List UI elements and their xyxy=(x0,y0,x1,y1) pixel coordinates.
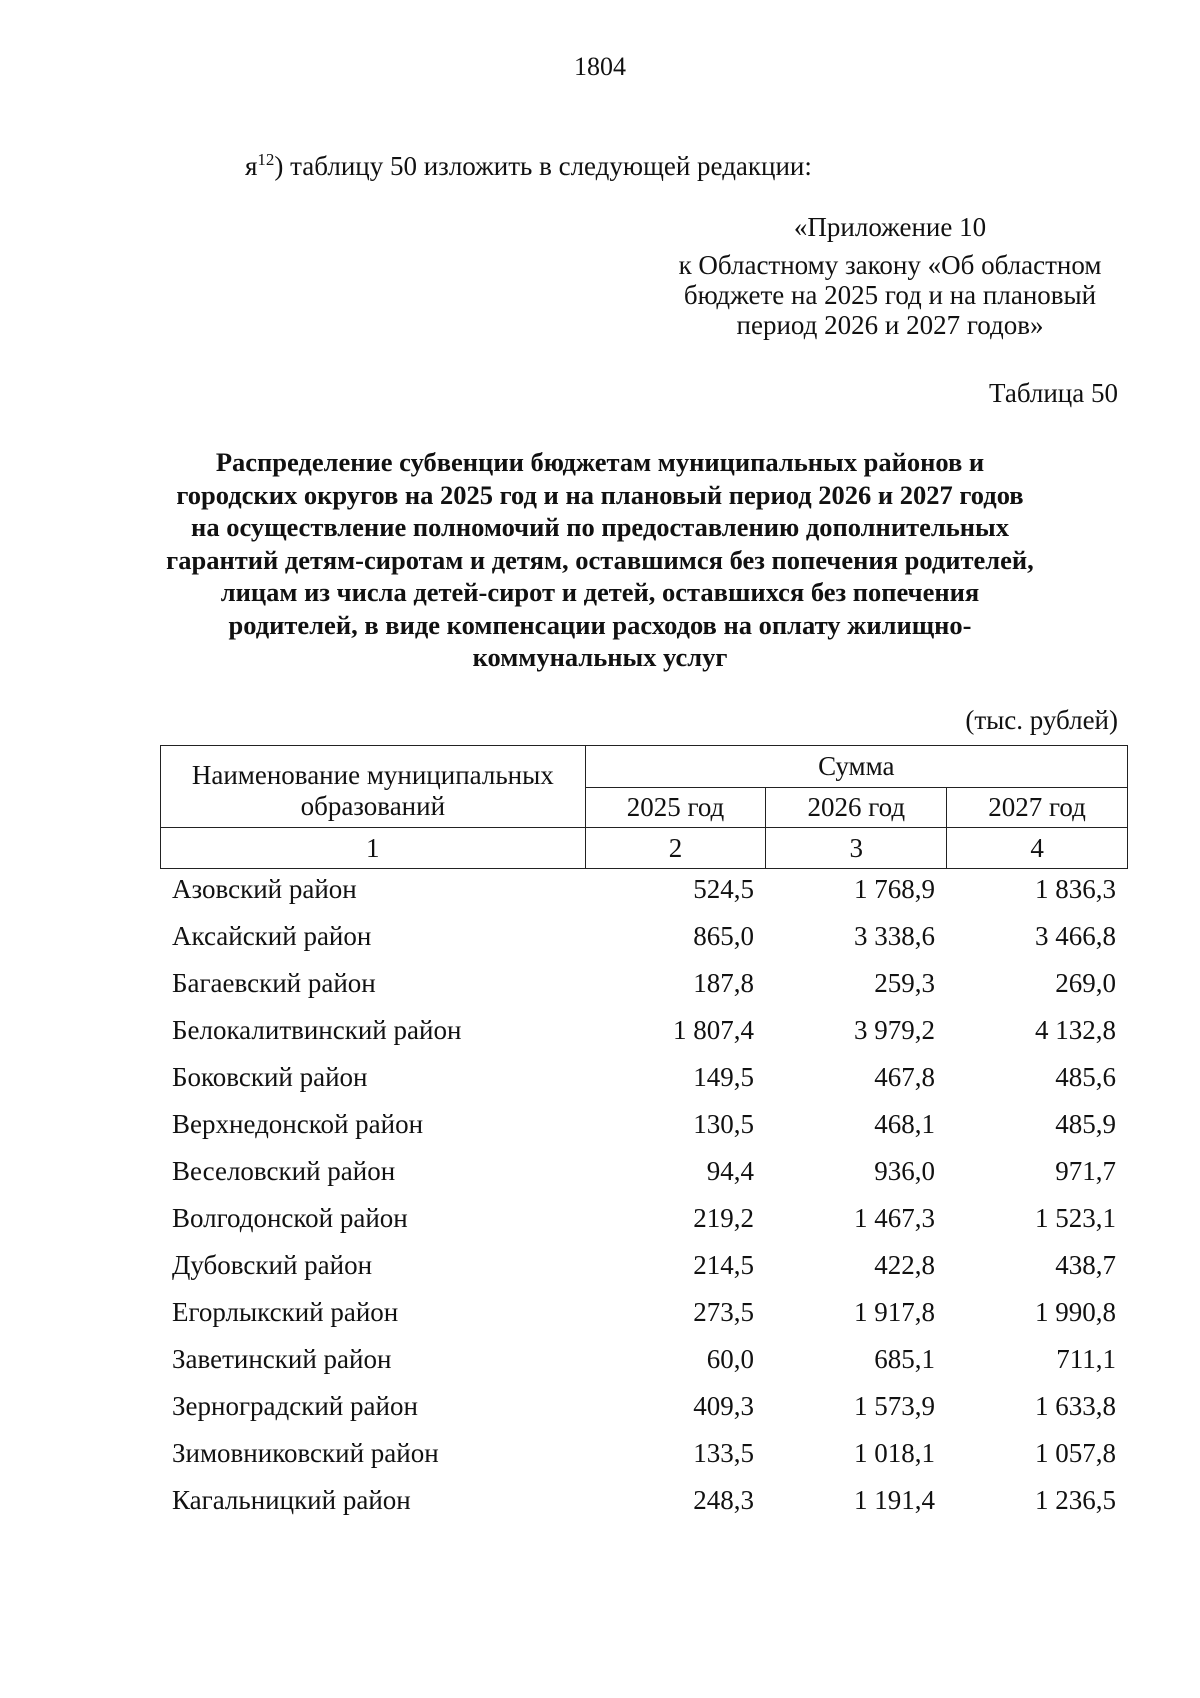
municipality-name: Егорлыкский район xyxy=(172,1297,399,1327)
municipality-name: Белокалитвинский район xyxy=(172,1015,462,1045)
municipality-name: Заветинский район xyxy=(172,1344,392,1374)
title-line: лицам из числа детей-сирот и детей, оставшихся без попечения xyxy=(220,577,980,607)
column-number: 4 xyxy=(947,828,1128,869)
value-2026: 1 573,9 xyxy=(854,1391,935,1421)
value-2025: 130,5 xyxy=(693,1109,754,1139)
value-2026: 1 191,4 xyxy=(854,1485,935,1515)
municipality-name: Зимовниковский район xyxy=(172,1438,439,1468)
page-number: 1804 xyxy=(574,52,626,81)
value-2027: 485,6 xyxy=(1055,1062,1116,1092)
title-line: гарантий детям-сиротам и детям, оставшимся без попечения родителей, xyxy=(166,544,1034,575)
municipality-name: Азовский район xyxy=(172,874,357,904)
appendix-block xyxy=(640,212,1140,340)
value-2026: 422,8 xyxy=(874,1250,935,1280)
table-row xyxy=(160,1297,1128,1344)
table-header xyxy=(160,745,1128,869)
column-number: 2 xyxy=(585,828,766,869)
appendix-title: «Приложение 10 xyxy=(793,212,987,242)
value-2027: 438,7 xyxy=(1055,1250,1116,1280)
value-2026: 685,1 xyxy=(874,1344,935,1374)
year-header-2025: 2025 год xyxy=(585,788,766,828)
table-row xyxy=(160,1344,1128,1391)
value-2026: 3 979,2 xyxy=(854,1015,935,1045)
municipality-name: Боковский район xyxy=(172,1062,368,1092)
municipality-name: Багаевский район xyxy=(172,968,376,998)
sum-header: Сумма xyxy=(585,746,1127,788)
appendix-line: к Областному закону «Об областном xyxy=(678,250,1102,280)
value-2026: 259,3 xyxy=(874,968,935,998)
value-2026: 468,1 xyxy=(874,1109,935,1139)
value-2025: 248,3 xyxy=(693,1485,754,1515)
value-2027: 1 836,3 xyxy=(1035,874,1116,904)
column-number: 1 xyxy=(161,828,586,869)
table-row xyxy=(160,1485,1128,1532)
document-title xyxy=(130,446,1070,674)
value-2027: 1 523,1 xyxy=(1035,1203,1116,1233)
value-2026: 1 768,9 xyxy=(854,874,935,904)
value-2027: 485,9 xyxy=(1055,1109,1116,1139)
value-2025: 133,5 xyxy=(693,1438,754,1468)
value-2027: 971,7 xyxy=(1055,1156,1116,1186)
table-row xyxy=(160,1062,1128,1109)
municipality-name: Зерноградский район xyxy=(172,1391,418,1421)
value-2025: 1 807,4 xyxy=(673,1015,754,1045)
title-line: родителей, в виде компенсации расходов на оплату жилищно- xyxy=(228,609,972,640)
value-2025: 214,5 xyxy=(693,1250,754,1280)
name-column-header xyxy=(161,746,586,828)
value-2026: 1 917,8 xyxy=(854,1297,935,1327)
title-line: коммунальных услуг xyxy=(472,642,728,672)
value-2026: 1 467,3 xyxy=(854,1203,935,1233)
year-header-2027: 2027 год xyxy=(947,788,1128,828)
title-line: Распределение субвенции бюджетам муниципальных районов и xyxy=(215,447,985,477)
value-2026: 3 338,6 xyxy=(854,921,935,951)
title-line: городских округов на 2025 год и на плановый период 2026 и 2027 годов xyxy=(176,479,1024,510)
table-row xyxy=(160,1156,1128,1203)
value-2025: 273,5 xyxy=(693,1297,754,1327)
table-row xyxy=(160,1250,1128,1297)
value-2027: 4 132,8 xyxy=(1035,1015,1116,1045)
municipality-name: Кагальницкий район xyxy=(172,1485,411,1515)
value-2027: 711,1 xyxy=(1056,1344,1116,1374)
value-2027: 1 057,8 xyxy=(1035,1438,1116,1468)
table-row xyxy=(160,874,1128,921)
table-row xyxy=(160,1391,1128,1438)
value-2027: 269,0 xyxy=(1055,968,1116,998)
intro-prefix: я xyxy=(245,151,258,181)
appendix-line: период 2026 и 2027 годов» xyxy=(736,310,1044,340)
value-2027: 3 466,8 xyxy=(1035,921,1116,951)
value-2025: 60,0 xyxy=(706,1344,754,1374)
name-header-line: Наименование муниципальных xyxy=(191,760,554,790)
table-row xyxy=(160,1015,1128,1062)
value-2025: 524,5 xyxy=(693,874,754,904)
value-2025: 149,5 xyxy=(693,1062,754,1092)
value-2026: 467,8 xyxy=(874,1062,935,1092)
column-number: 3 xyxy=(766,828,947,869)
data-table xyxy=(160,874,1128,1532)
table-row xyxy=(160,968,1128,1015)
year-header-2026: 2026 год xyxy=(766,788,947,828)
intro-superscript: 12 xyxy=(257,150,275,169)
value-2025: 219,2 xyxy=(693,1203,754,1233)
value-2027: 1 633,8 xyxy=(1035,1391,1116,1421)
appendix-line: бюджете на 2025 год и на плановый xyxy=(683,280,1097,310)
name-header-line: образований xyxy=(300,791,446,821)
value-2026: 1 018,1 xyxy=(854,1438,935,1468)
table-row xyxy=(160,1203,1128,1250)
intro-text: ) таблицу 50 изложить в следующей редакции: xyxy=(274,151,812,181)
units-label: (тыс. рублей) xyxy=(965,705,1118,735)
table-row xyxy=(160,1438,1128,1485)
intro-paragraph xyxy=(245,150,812,182)
municipality-name: Волгодонской район xyxy=(172,1203,408,1233)
value-2027: 1 236,5 xyxy=(1035,1485,1116,1515)
table-row xyxy=(160,1109,1128,1156)
value-2025: 187,8 xyxy=(693,968,754,998)
value-2027: 1 990,8 xyxy=(1035,1297,1116,1327)
title-line: на осуществление полномочий по предоставлению дополнительных xyxy=(191,512,1009,542)
municipality-name: Аксайский район xyxy=(172,921,372,951)
municipality-name: Верхнедонской район xyxy=(172,1109,424,1139)
value-2025: 409,3 xyxy=(693,1391,754,1421)
value-2026: 936,0 xyxy=(874,1156,935,1186)
value-2025: 94,4 xyxy=(706,1156,754,1186)
table-row xyxy=(160,921,1128,968)
municipality-name: Дубовский район xyxy=(172,1250,373,1280)
value-2025: 865,0 xyxy=(693,921,754,951)
municipality-name: Веселовский район xyxy=(172,1156,396,1186)
table-number: Таблица 50 xyxy=(989,378,1118,408)
